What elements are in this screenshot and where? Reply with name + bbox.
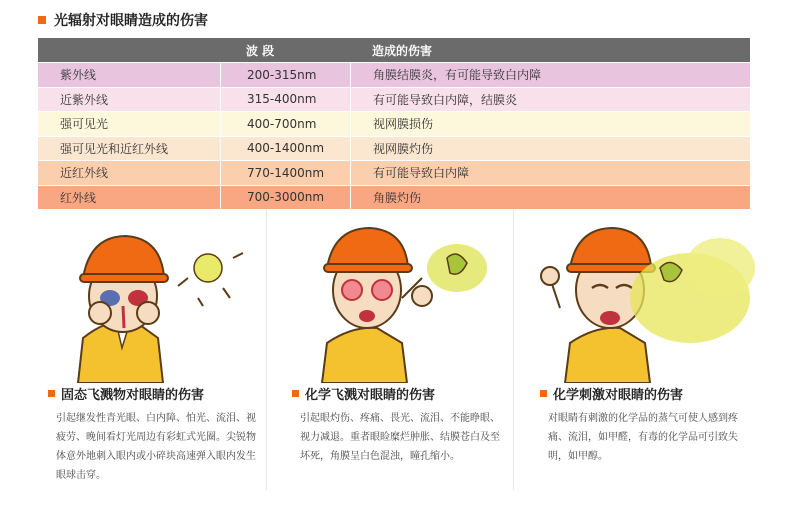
table-row [38, 160, 750, 185]
cell-type: 近红外线 [60, 166, 109, 181]
panel-chemical-irritation [530, 210, 780, 500]
orange-square-icon [292, 390, 299, 397]
header-harm: 造成的伤害 [372, 43, 433, 58]
orange-square-icon [48, 390, 55, 397]
table-header [38, 38, 750, 62]
cell-harm: 有可能导致白内障，结膜炎 [350, 88, 750, 112]
panel-divider [513, 210, 514, 490]
cell-band: 400-700nm [220, 112, 350, 136]
cell-type: 强可见光和近红外线 [60, 141, 169, 156]
panel-title: 化学飞溅对眼睛的伤害 [305, 388, 436, 403]
panel-description: 对眼睛有刺激的化学品的蒸气可使人感到疼痛、流泪，如甲醛，有毒的化学品可引致失明，如甲醇。 [548, 413, 738, 462]
cell-band: 700-3000nm [220, 186, 350, 210]
cell-type: 强可见光 [60, 117, 109, 132]
table-row [38, 111, 750, 136]
worker-chemical-fumes-illustration [530, 218, 780, 383]
panel-divider [266, 210, 267, 490]
section-header [38, 10, 208, 30]
section-title: 光辐射对眼睛造成的伤害 [54, 13, 208, 29]
orange-square-icon [540, 390, 547, 397]
cell-harm: 视网膜灼伤 [350, 137, 750, 161]
cell-harm: 角膜灼伤 [350, 186, 750, 210]
table-row [38, 185, 750, 210]
cell-type: 红外线 [60, 190, 97, 205]
panel-title: 化学刺激对眼睛的伤害 [553, 388, 684, 403]
panel-description: 引起眼灼伤、疼痛、畏光、流泪、不能睁眼、视力减退。重者眼睑糜烂肿胀、结膜苍白及至坏死，角膜呈白色混浊，瞳孔缩小。 [300, 413, 500, 462]
worker-eye-injury-illustration [38, 218, 288, 383]
table-row [38, 87, 750, 112]
panel-chemical-splash [282, 210, 532, 500]
panel-title-row [48, 384, 204, 403]
cell-band: 400-1400nm [220, 137, 350, 161]
table-row [38, 62, 750, 87]
panel-solid-splash [38, 210, 288, 500]
worker-chemical-splash-illustration [282, 218, 532, 383]
header-band: 波 段 [246, 43, 275, 58]
cell-band: 200-315nm [220, 63, 350, 87]
cell-type: 紫外线 [60, 68, 97, 83]
panel-title: 固态飞溅物对眼睛的伤害 [61, 388, 205, 403]
orange-square-icon [38, 16, 46, 24]
cell-harm: 有可能导致白内障 [350, 161, 750, 185]
cell-type: 近紫外线 [60, 92, 109, 107]
radiation-table [38, 38, 750, 209]
panel-title-row [540, 384, 683, 403]
cell-harm: 角膜结膜炎，有可能导致白内障 [350, 63, 750, 87]
cell-harm: 视网膜损伤 [350, 112, 750, 136]
panel-title-row [292, 384, 435, 403]
cell-band: 770-1400nm [220, 161, 350, 185]
panel-description: 引起继发性青光眼、白内障、怕光、流泪、视疲劳、晚间看灯光周边有彩虹式光圈。尖锐物体意外地刺入眼内或小碎块高速弹入眼内发生眼球击穿。 [56, 413, 256, 481]
table-row [38, 136, 750, 161]
cell-band: 315-400nm [220, 88, 350, 112]
